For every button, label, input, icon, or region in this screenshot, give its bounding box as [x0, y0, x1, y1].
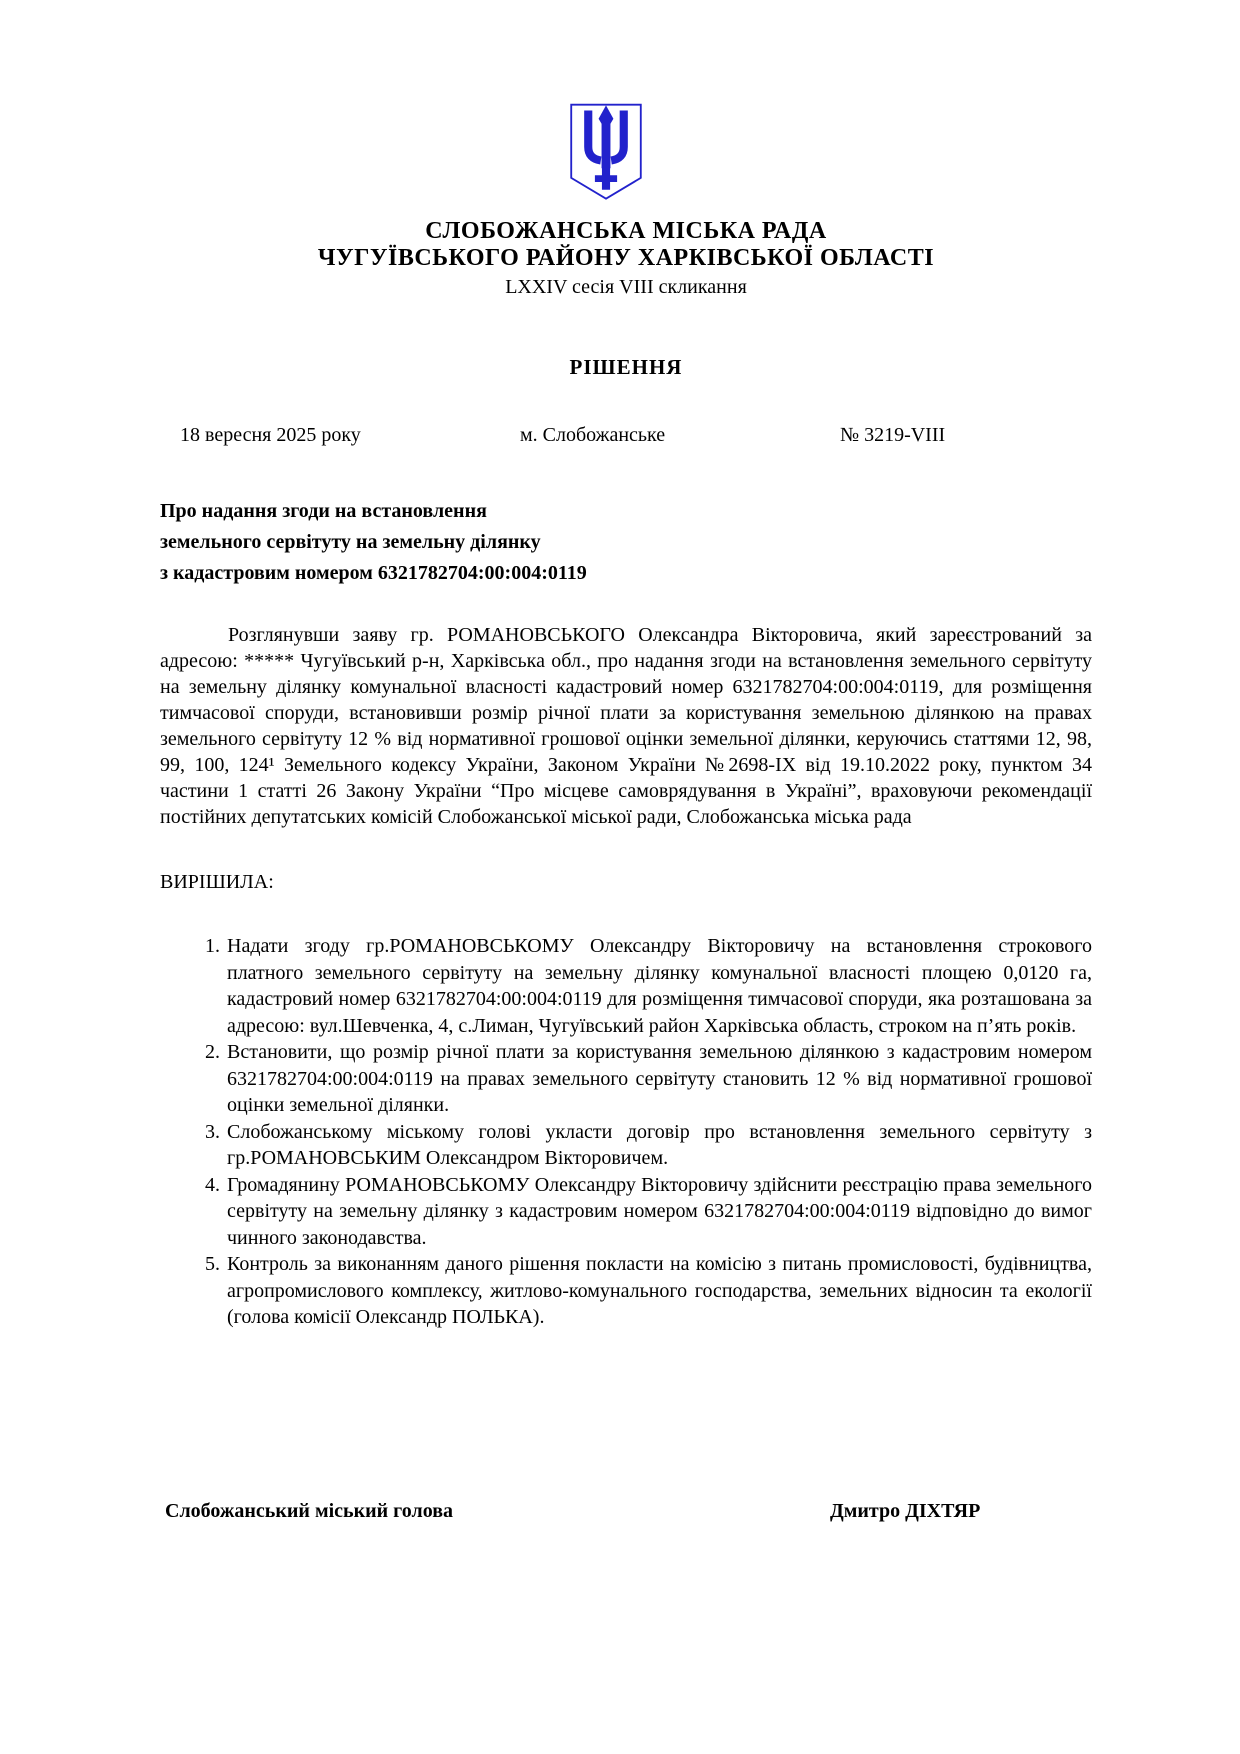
coat-of-arms-emblem: [569, 103, 643, 201]
resolution-item-5: 5. Контроль за виконанням даного рішення покласти на комісію з питань промисловості, будівництва, агропромислового комплексу, житлово-комунального господарства, земельних відносин та екології (голова комісії Олександр ПОЛЬКА).: [225, 1251, 1092, 1331]
document-type-heading: РІШЕННЯ: [569, 355, 683, 379]
decision-title-line-2: земельного сервітуту на земельну ділянку: [160, 531, 541, 553]
resolution-item-1: 1. Надати згоду гр.РОМАНОВСЬКОМУ Олександру Вікторовичу на встановлення строкового платного земельного сервітуту на земельну ділянку комунальної власності площею 0,0120 га, кадастровий номер 6321782704:00:004:0119 для розміщення тимчасової споруди, яка розташована за адресою: вул.Шевченка, 4, с.Лиман, Чугуївський район Харківська область, строком на п’ять років.: [225, 933, 1092, 1039]
preamble-paragraph: Розглянувши заяву гр. РОМАНОВСЬКОГО Олександра Вікторовича, який зареєстрований за адресою: ***** Чугуївський р-н, Харківська обл., про надання згоди на встановлення земельного сервітуту на земельну ділянку комунальної власності кадастровий номер 6321782704:00:004:0119, для розміщення тимчасової споруди, встановивши розмір річної плати за користування земельною ділянкою на правах земельного сервітуту 12 % від нормативної грошової оцінки земельної ділянки, керуючись статтями 12, 98, 99, 100, 124¹ Земельного кодексу України, Законом України №2698-IX від 19.10.2022 року, пунктом 34 частини 1 статті 26 Закону України “Про місцеве самоврядування в Україні”, враховуючи рекомендації постійних депутатських комісій Слобожанської міської ради, Слобожанська міська рада: [160, 624, 1092, 828]
signatory-name: Дмитро ДІХТЯР: [830, 1499, 981, 1522]
council-region-line: ЧУГУЇВСЬКОГО РАЙОНУ ХАРКІВСЬКОЇ ОБЛАСТІ: [317, 245, 935, 271]
document-header: [160, 103, 1092, 380]
decision-number: № 3219-VIII: [840, 424, 946, 446]
signature-row: [160, 1499, 1092, 1524]
decision-title-line-1: Про надання згоди на встановлення: [160, 500, 487, 522]
tryzub-icon: [569, 103, 643, 201]
decision-date: 18 вересня 2025 року: [180, 424, 361, 446]
meta-row: [160, 423, 1092, 448]
decision-title-line-3: з кадастровим номером 6321782704:00:004:0119: [160, 562, 587, 584]
resolved-label: ВИРІШИЛА:: [160, 871, 274, 893]
resolution-item-2: 2. Встановити, що розмір річної плати за користування земельною ділянкою з кадастровим номером 6321782704:00:004:0119 на правах земельного сервітуту становить 12 % від нормативної грошової оцінки земельної ділянки.: [225, 1039, 1092, 1119]
session-line: LXXIV сесія VIII скликання: [505, 276, 747, 298]
decision-title: [160, 496, 1092, 589]
resolution-list: [160, 933, 1092, 1331]
council-name-line: СЛОБОЖАНСЬКА МІСЬКА РАДА: [425, 218, 827, 244]
signatory-position: Слобожанський міський голова: [165, 1499, 453, 1522]
resolution-item-3: 3. Слобожанському міському голові укласти договір про встановлення земельного сервітуту з гр.РОМАНОВСЬКИМ Олександром Вікторовичем.: [225, 1119, 1092, 1172]
resolution-item-4: 4. Громадянину РОМАНОВСЬКОМУ Олександру Вікторовичу здійснити реєстрацію права земельного сервітуту на земельну ділянку з кадастровим номером 6321782704:00:004:0119 відповідно до вимог чинного законодавства.: [225, 1172, 1092, 1252]
decision-place: м. Слобожанське: [520, 424, 666, 446]
